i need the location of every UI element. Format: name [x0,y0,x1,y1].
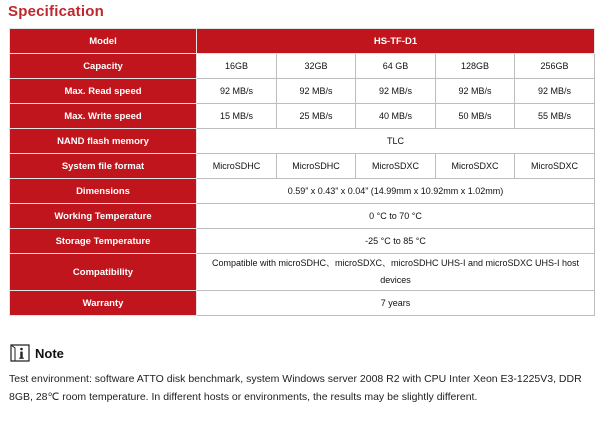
row-label: Warranty [10,291,197,316]
read-speed-cell: 92 MB/s [515,79,595,104]
file-format-cell: MicroSDHC [277,154,356,179]
read-speed-cell: 92 MB/s [197,79,277,104]
row-label: Compatibility [10,254,197,291]
row-label: Working Temperature [10,204,197,229]
row-label: Max. Read speed [10,79,197,104]
read-speed-cell: 92 MB/s [356,79,436,104]
write-speed-cell: 50 MB/s [436,104,515,129]
file-format-cell: MicroSDXC [436,154,515,179]
read-speed-cell: 92 MB/s [436,79,515,104]
dimensions-value: 0.59” x 0.43” x 0.04” (14.99mm x 10.92mm x 1.02mm) [197,179,595,204]
row-warranty [10,291,595,316]
note-label: Note [35,345,64,361]
row-dimensions [10,179,595,204]
capacity-cell: 32GB [277,54,356,79]
write-speed-cell: 15 MB/s [197,104,277,129]
row-label: Storage Temperature [10,229,197,254]
row-label: System file format [10,154,197,179]
row-capacity [10,54,595,79]
row-nand [10,129,595,154]
write-speed-cell: 25 MB/s [277,104,356,129]
row-label: Dimensions [10,179,197,204]
row-read-speed [10,79,595,104]
note-text: Test environment: software ATTO disk benchmark, system Windows server 2008 R2 with CPU Inter Xeon E3-1225V3, DDR 8GB, 28℃ room temperature. In different hosts or environments, the results may be slightly different. [9,373,582,403]
read-speed-cell: 92 MB/s [277,79,356,104]
capacity-cell: 16GB [197,54,277,79]
row-label: Model [10,29,197,54]
write-speed-cell: 55 MB/s [515,104,595,129]
info-icon [9,343,31,363]
page-title: Specification [8,3,104,20]
file-format-cell: MicroSDHC [197,154,277,179]
write-speed-cell: 40 MB/s [356,104,436,129]
compatibility-value: Compatible with microSDHC、microSDXC、microSDHC UHS-I and microSDXC UHS-I host devices [197,254,595,291]
nand-value: TLC [197,129,595,154]
capacity-cell: 128GB [436,54,515,79]
row-storage-temperature [10,229,595,254]
file-format-cell: MicroSDXC [356,154,436,179]
warranty-value: 7 years [197,291,595,316]
row-label: Max. Write speed [10,104,197,129]
note-header [9,343,64,363]
capacity-cell: 64 GB [356,54,436,79]
model-value: HS-TF-D1 [197,29,595,54]
capacity-cell: 256GB [515,54,595,79]
row-compatibility [10,254,595,291]
specification-table [9,28,595,316]
working-temperature-value: 0 °C to 70 °C [197,204,595,229]
row-label: NAND flash memory [10,129,197,154]
file-format-cell: MicroSDXC [515,154,595,179]
row-write-speed [10,104,595,129]
row-model [10,29,595,54]
row-label: Capacity [10,54,197,79]
row-working-temperature [10,204,595,229]
row-file-format [10,154,595,179]
storage-temperature-value: -25 °C to 85 °C [197,229,595,254]
